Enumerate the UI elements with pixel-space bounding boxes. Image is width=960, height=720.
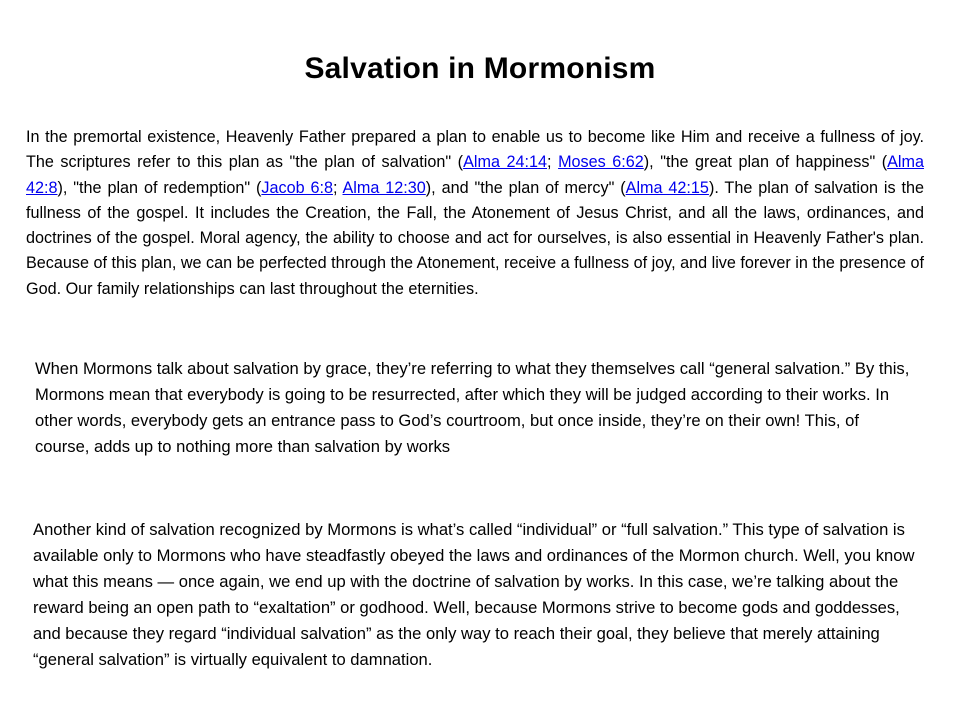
paragraph-text: In the premortal existence, Heavenly Father prepared a plan to enable us to become like Him and receive a fullness of joy. The scriptures refer to this plan as "the plan of salvation" ( bbox=[26, 128, 924, 172]
paragraph-text: ; bbox=[332, 178, 343, 197]
scripture-link-alma-12-30[interactable]: Alma 12:30 bbox=[342, 178, 426, 197]
paragraph-text: ), and "the plan of mercy" ( bbox=[425, 178, 626, 197]
paragraph-text: ; bbox=[547, 153, 559, 172]
plan-of-salvation-paragraph bbox=[26, 125, 924, 302]
scripture-link-alma-42-8[interactable]: Alma 42:8 bbox=[26, 153, 925, 197]
scripture-link-alma-42-15[interactable]: Alma 42:15 bbox=[625, 178, 709, 197]
paragraph-text: ), "the plan of redemption" ( bbox=[57, 178, 262, 197]
scripture-link-jacob-6-8[interactable]: Jacob 6:8 bbox=[261, 178, 333, 197]
page-title: Salvation in Mormonism bbox=[304, 52, 656, 85]
scripture-link-moses-6-62[interactable]: Moses 6:62 bbox=[558, 153, 644, 172]
scripture-link-alma-24-14[interactable]: Alma 24:14 bbox=[463, 153, 548, 172]
paragraph-text: ), "the great plan of happiness" ( bbox=[643, 153, 888, 172]
individual-salvation-paragraph: Another kind of salvation recognized by Mormons is what’s called “individual” or “full salvation.” This type of salvation is available only to Mormons who have steadfastly obeyed the laws and ordinances of the Mormon church. Well, you know what this means — once again, we end up with the doctrine of salvation by works. In this case, we’re talking about the reward being an open path to “exaltation” or godhood. Well, because Mormons strive to become gods and goddesses, and because they regard “individual salvation” as the only way to reach their goal, they believe that merely attaining “general salvation” is virtually equivalent to damnation. bbox=[33, 520, 915, 669]
general-salvation-paragraph: When Mormons talk about salvation by grace, they’re referring to what they themselves call “general salvation.” By this, Mormons mean that everybody is going to be resurrected, after which they will be judged according to their works. In other words, everybody gets an entrance pass to God’s courtroom, but once inside, they’re on their own! This, of course, adds up to nothing more than salvation by works bbox=[35, 359, 910, 456]
paragraph-text: ). The plan of salvation is the fullness of the gospel. It includes the Creation, the Fall, the Atonement of Jesus Christ, and all the laws, ordinances, and doctrines of the gospel. Moral agency, the ability to choose and act for ourselves, is also essential in Heavenly Father's plan. Because of this plan, we can be perfected through the Atonement, receive a fullness of joy, and live forever in the presence of God. Our family relationships can last throughout the eternities. bbox=[26, 178, 925, 298]
